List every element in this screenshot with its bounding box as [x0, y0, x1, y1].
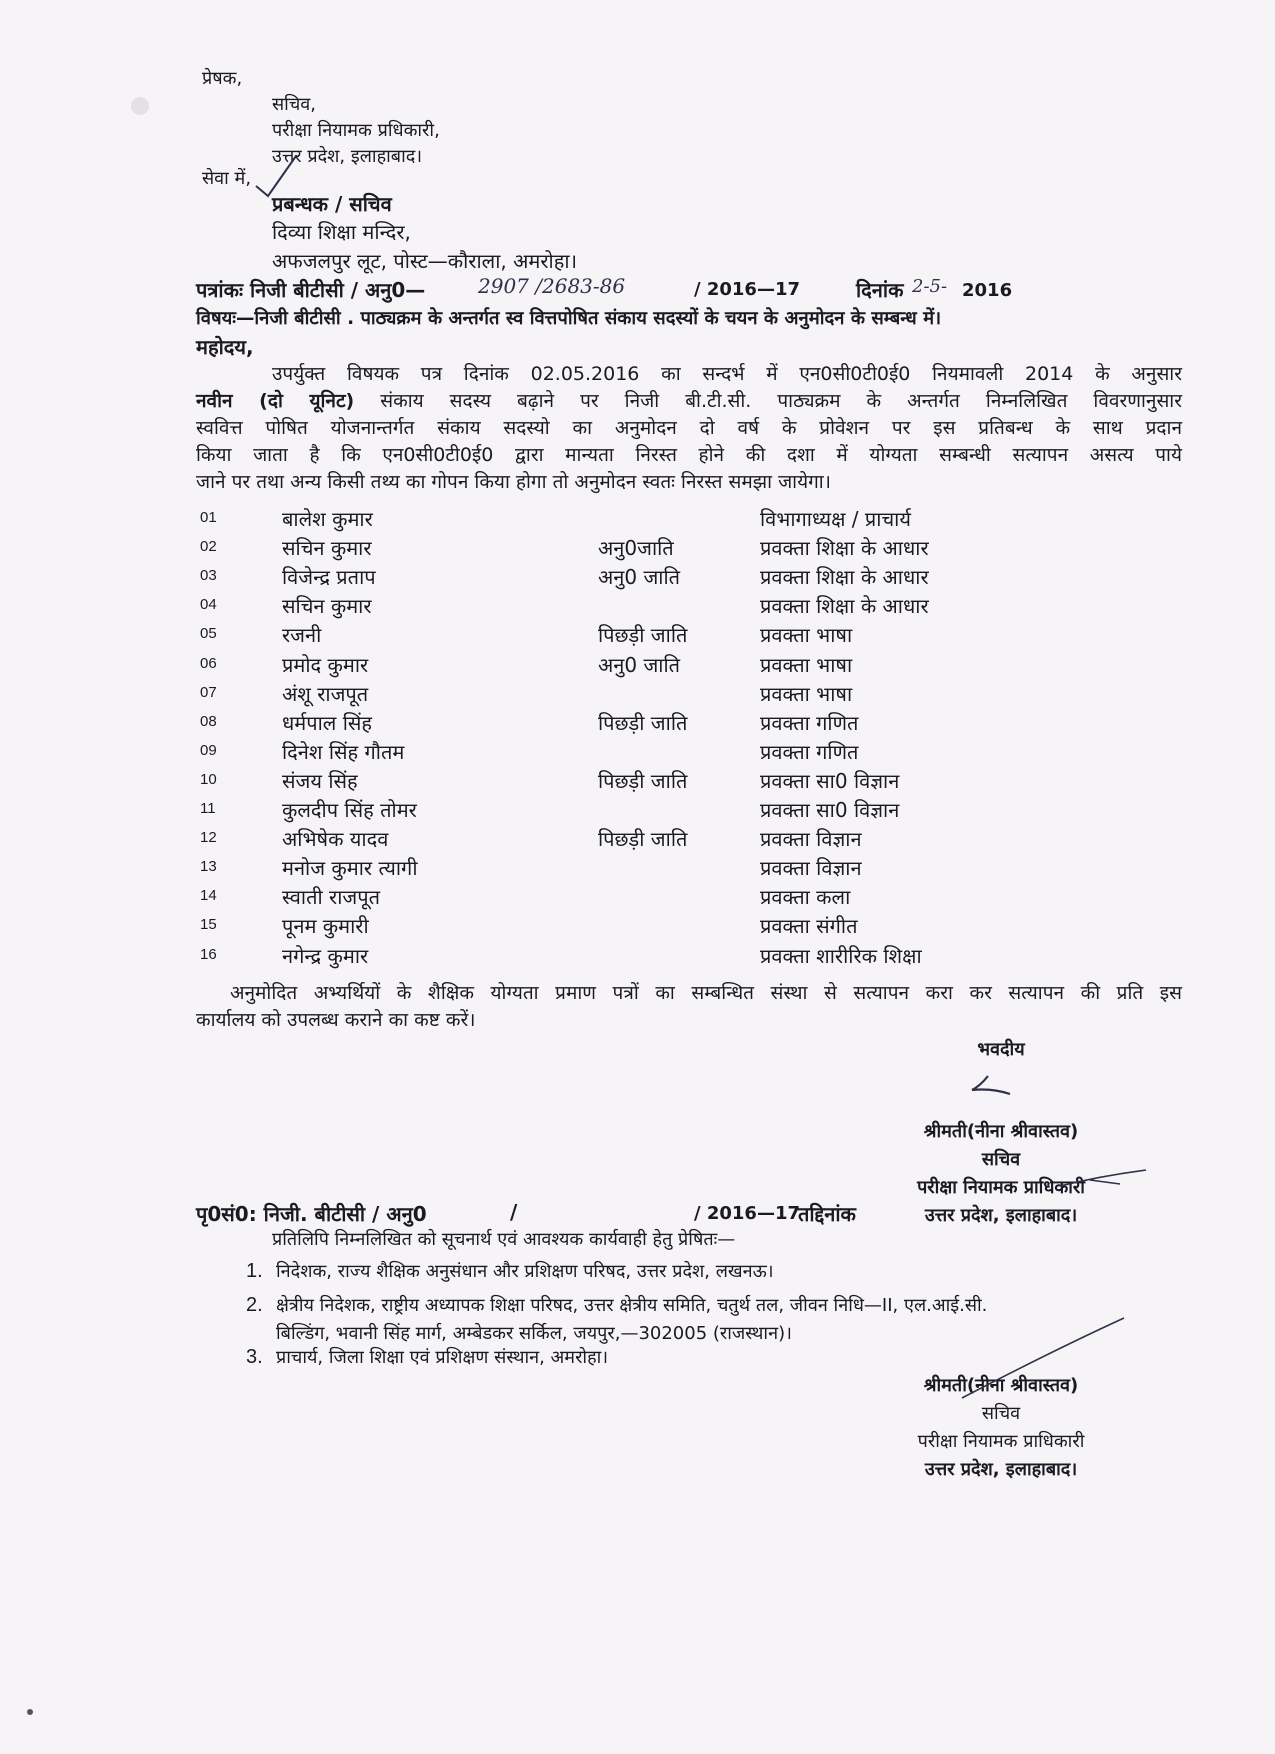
subject-line: विषयः—निजी बीटीसी . पाठ्यक्रम के अन्तर्गत स्व वित्तपोषित संकाय सदस्यों के चयन के अनुमोदन के सम्बन्ध में। [196, 308, 942, 329]
copy-reference-prefix: पृ0सं0: निजी. बीटीसी / अनु0 [196, 1202, 427, 1226]
faculty-post: प्रवक्ता विज्ञान [760, 856, 862, 881]
faculty-category: पिछड़ी जाति [598, 827, 688, 852]
copy-item-text: क्षेत्रीय निदेशक, राष्ट्रीय अध्यापक शिक्षा परिषद, उत्तर क्षेत्रीय समिति, चतुर्थ तल, जीवन निधि—II, एल.आई.सी. [276, 1295, 988, 1316]
faculty-name: पूनम कुमारी [282, 914, 369, 939]
body-line: किया जाता है कि एन0सी0टी0ई0 द्वारा मान्यता निरस्त होने की दशा में योग्यता सम्बन्धी सत्यापन असत्य पाये [196, 444, 1182, 466]
faculty-serial: 07 [200, 683, 217, 701]
faculty-post: प्रवक्ता विज्ञान [760, 827, 862, 852]
body-line: स्ववित्त पोषित योजनान्तर्गत संकाय सदस्यो का अनुमोदन दो वर्ष के प्रोवेशन पर इस प्रतिबन्ध के साथ प्रदान [196, 417, 1182, 439]
body-line-rest: संकाय सदस्य बढ़ाने पर निजी बी.टी.सी. पाठ्यक्रम के अन्तर्गत निम्नलिखित विवरणानुसार [380, 390, 1182, 412]
copy-item-text: निदेशक, राज्य शैक्षिक अनुसंधान और प्रशिक्षण परिषद, उत्तर प्रदेश, लखनऊ। [276, 1261, 774, 1282]
punch-hole [131, 97, 149, 115]
valediction: भवदीय [977, 1039, 1025, 1060]
reference-date-year: 2016 [962, 280, 1013, 301]
signatory-place: उत्तर प्रदेश, इलाहाबाद। [924, 1459, 1078, 1480]
handwritten-signature [962, 1318, 1124, 1398]
faculty-name: स्वाती राजपूत [282, 885, 380, 910]
sender-label: प्रेषक, [202, 68, 243, 89]
faculty-serial: 13 [200, 858, 217, 876]
signatory-place: उत्तर प्रदेश, इलाहाबाद। [924, 1205, 1078, 1226]
sender-line: उत्तर प्रदेश, इलाहाबाद। [272, 146, 423, 167]
faculty-serial: 06 [200, 654, 217, 672]
faculty-post: प्रवक्ता शिक्षा के आधार [760, 594, 929, 619]
faculty-serial: 01 [200, 509, 217, 526]
copy-reference-slash: / [510, 1200, 518, 1224]
body-bold-prefix: नवीन (दो यूनिट) [196, 390, 355, 412]
reference-handwritten-no: 2907 /2683-86 [478, 274, 626, 298]
faculty-post: प्रवक्ता भाषा [760, 652, 853, 677]
signatory-name: श्रीमती(नीना श्रीवास्तव) [923, 1121, 1079, 1142]
reference-prefix: पत्रांकः निजी बीटीसी / अनु0— [196, 278, 426, 302]
faculty-category: पिछड़ी जाति [598, 710, 688, 735]
faculty-name: रजनी [282, 623, 322, 648]
signatory-office: परीक्षा नियामक प्राधिकारी [917, 1177, 1085, 1198]
faculty-serial: 05 [200, 625, 217, 643]
faculty-post: प्रवक्ता शिक्षा के आधार [760, 565, 929, 590]
copy-item-text: प्राचार्य, जिला शिक्षा एवं प्रशिक्षण संस्थान, अमरोहा। [276, 1347, 609, 1368]
copy-item-text: बिल्डिंग, भवानी सिंह मार्ग, अम्बेडकर सर्किल, जयपुर,—302005 (राजस्थान)। [276, 1323, 792, 1344]
reference-year: / 2016—17 [694, 279, 800, 300]
copy-item-number: 3. [246, 1346, 263, 1368]
faculty-category: अनु0 जाति [598, 652, 681, 677]
body-line: जाने पर तथा अन्य किसी तथ्य का गोपन किया होगा तो अनुमोदन स्वतः निरस्त समझा जायेगा। [196, 471, 831, 493]
signatory-designation: सचिव [981, 1403, 1021, 1424]
faculty-serial: 08 [200, 712, 217, 730]
faculty-serial: 14 [200, 887, 217, 905]
faculty-post: प्रवक्ता संगीत [760, 914, 858, 939]
handwritten-signature [972, 1076, 1010, 1094]
faculty-serial: 11 [200, 800, 216, 817]
faculty-category: पिछड़ी जाति [598, 623, 688, 648]
faculty-name: संजय सिंह [282, 768, 358, 793]
recipient-label: सेवा में, [202, 168, 252, 189]
faculty-post: प्रवक्ता भाषा [760, 623, 853, 648]
faculty-name: बालेश कुमार [282, 507, 373, 531]
faculty-name: अभिषेक यादव [282, 827, 389, 852]
faculty-name: अंशू राजपूत [282, 681, 369, 706]
faculty-name: प्रमोद कुमार [282, 652, 369, 677]
recipient-line: प्रबन्धक / सचिव [272, 192, 392, 216]
signatory-designation: सचिव [981, 1149, 1021, 1170]
faculty-serial: 15 [200, 916, 217, 934]
signatory-office: परीक्षा नियामक प्राधिकारी [917, 1431, 1085, 1452]
faculty-serial: 03 [200, 567, 217, 585]
faculty-post: प्रवक्ता सा0 विज्ञान [760, 798, 900, 822]
faculty-serial: 16 [200, 945, 217, 963]
scan-speck [27, 1709, 33, 1715]
sender-line: परीक्षा नियामक प्रधिकारी, [272, 120, 440, 141]
handwritten-signature [1060, 1170, 1146, 1186]
faculty-category: अनु0 जाति [598, 565, 681, 590]
signatory-name: श्रीमती(नीना श्रीवास्तव) [923, 1375, 1079, 1396]
faculty-name: धर्मपाल सिंह [282, 710, 373, 735]
reference-handwritten-date: 2-5- [912, 276, 948, 297]
faculty-name: दिनेश सिंह गौतम [282, 739, 405, 764]
faculty-post: प्रवक्ता शारीरिक शिक्षा [760, 943, 922, 968]
closing-line: कार्यालय को उपलब्ध कराने का कष्ट करें। [196, 1009, 476, 1031]
faculty-serial: 12 [200, 829, 217, 847]
copy-reference-date: तद्दिनांक [798, 1202, 856, 1226]
faculty-post: प्रवक्ता गणित [760, 710, 859, 735]
faculty-post: प्रवक्ता शिक्षा के आधार [760, 536, 929, 561]
copy-item-number: 1. [246, 1260, 263, 1282]
faculty-name: सचिन कुमार [282, 536, 372, 561]
faculty-category: अनु0जाति [598, 536, 674, 561]
body-line: उपर्युक्त विषयक पत्र दिनांक 02.05.2016 का सन्दर्भ में एन0सी0टी0ई0 नियमावली 2014 के अनुसार [272, 363, 1182, 385]
faculty-serial: 10 [200, 770, 217, 788]
faculty-post: प्रवक्ता सा0 विज्ञान [760, 768, 900, 793]
faculty-category: पिछड़ी जाति [598, 768, 688, 793]
salutation: महोदय, [196, 335, 254, 359]
faculty-name: नगेन्द्र कुमार [282, 943, 369, 968]
tick-mark [256, 156, 296, 196]
faculty-name: कुलदीप सिंह तोमर [282, 798, 417, 822]
faculty-name: मनोज कुमार त्यागी [282, 856, 418, 881]
reference-date-label: दिनांक [856, 278, 904, 302]
faculty-serial: 04 [200, 596, 217, 614]
faculty-serial: 09 [200, 741, 217, 759]
copy-reference-year: / 2016—17 [694, 1203, 800, 1224]
faculty-post: प्रवक्ता कला [760, 885, 851, 910]
faculty-post: प्रवक्ता भाषा [760, 681, 853, 706]
faculty-post: विभागाध्यक्ष / प्राचार्य [760, 507, 911, 531]
faculty-post: प्रवक्ता गणित [760, 739, 859, 764]
recipient-line: अफजलपुर लूट, पोस्ट—कौराला, अमरोहा। [272, 249, 578, 273]
recipient-line: दिव्या शिक्षा मन्दिर, [272, 220, 411, 244]
faculty-serial: 02 [200, 538, 217, 556]
sender-line: सचिव, [272, 94, 316, 115]
faculty-name: सचिन कुमार [282, 594, 372, 619]
faculty-name: विजेन्द्र प्रताप [282, 565, 376, 590]
copy-item-number: 2. [246, 1294, 263, 1316]
copy-intro: प्रतिलिपि निम्नलिखित को सूचनार्थ एवं आवश्यक कार्यवाही हेतु प्रेषितः— [272, 1229, 736, 1250]
closing-line: अनुमोदित अभ्यर्थियों के शैक्षिक योग्यता प्रमाण पत्रों का सम्बन्धित संस्था से सत्यापन करा कर सत्यापन की प्रति इस [230, 982, 1182, 1004]
